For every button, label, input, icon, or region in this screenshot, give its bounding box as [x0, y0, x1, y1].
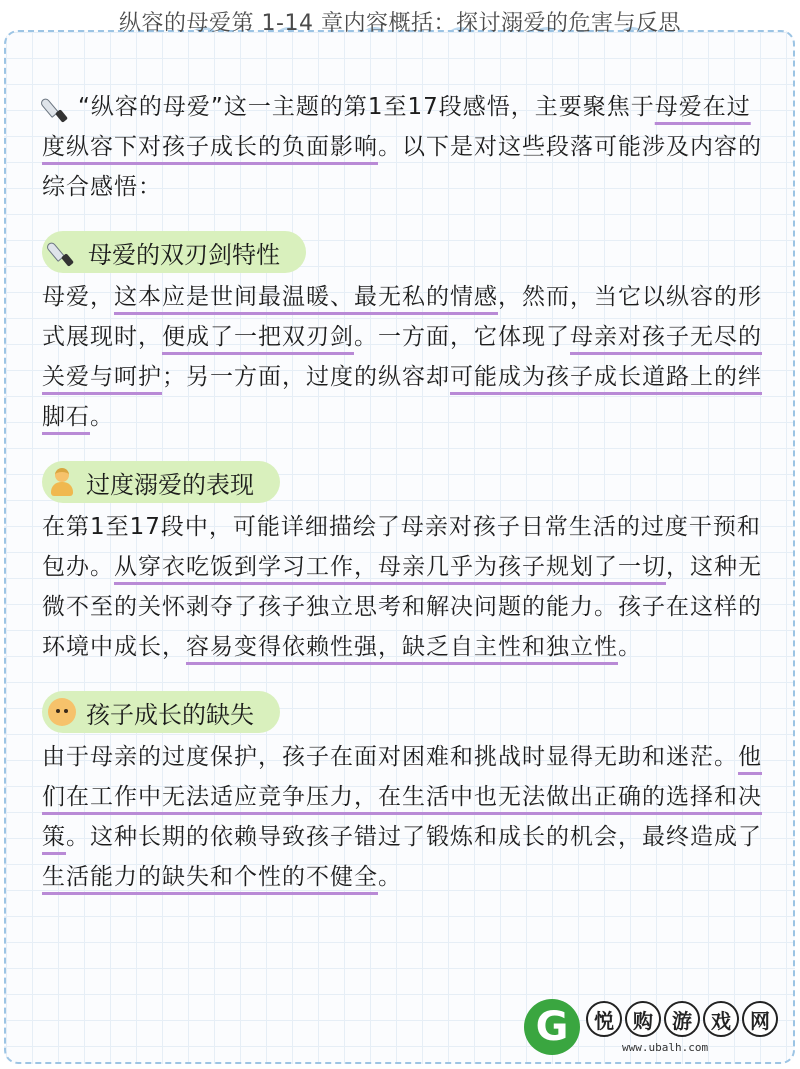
- section-paragraph: [42, 277, 762, 437]
- section-heading-text: 过度溺爱的表现: [86, 470, 254, 499]
- baby-face-icon: [48, 698, 76, 726]
- site-logo[interactable]: [524, 993, 784, 1063]
- underlined-segment: 容易变得依赖性强，缺乏自主性和独立性: [186, 634, 618, 660]
- knife-icon: [48, 237, 78, 267]
- underlined-segment: 这本应是世间最温暖、最无私的情感: [114, 284, 498, 310]
- text-segment: 母爱，: [42, 284, 114, 310]
- logo-char: 购: [625, 1001, 661, 1037]
- underlined-segment: 便成了一把双刃剑: [162, 324, 354, 350]
- section-heading-text: 母爱的双刃剑特性: [88, 240, 280, 269]
- logo-mark-icon: [524, 999, 580, 1055]
- underlined-segment: 母爱在过度纵容下对孩子成长的负面影响: [42, 94, 751, 160]
- underlined-segment: 他们在工作中无法适应竞争压力，在生活中也无法做出正确的选择和决策: [42, 744, 762, 850]
- text-segment: ，这种无微不至的关怀剥夺了孩子独立思考和解决问题的能力。孩子在这样的环境中成长，: [42, 554, 762, 660]
- intro-text: [42, 94, 762, 200]
- text-segment: 。一方面，它体现了: [354, 324, 570, 350]
- underlined-segment: 从穿衣吃饭到学习工作，母亲几乎为孩子规划了一切: [114, 554, 666, 580]
- text-segment: ；另一方面，过度的纵容却: [162, 364, 450, 390]
- section-paragraph: [42, 507, 762, 667]
- text-segment: 由于母亲的过度保护，孩子在面对困难和挑战时显得无助和迷茫。: [42, 744, 738, 770]
- section-heading-growth-deficit: [42, 691, 280, 733]
- page-title: 纵容的母爱第 1-14 章内容概括：探讨溺爱的危害与反思: [119, 11, 681, 36]
- section-paragraph: [42, 737, 762, 897]
- text-segment: 。: [90, 404, 114, 430]
- underlined-segment: 生活能力的缺失和个性的不健全: [42, 864, 378, 890]
- section-heading-overindulgence: [42, 461, 280, 503]
- underlined-segment: 可能成为孩子成长道路上的绊脚石: [42, 364, 762, 430]
- note-card: [4, 30, 795, 1064]
- logo-url: www.ubalh.com: [622, 1041, 709, 1054]
- text-segment: 。这种长期的依赖导致孩子错过了锻炼和成长的机会，最终造成了: [66, 824, 762, 850]
- text-segment: 。以下是对这些段落可能涉及内容的综合感悟：: [42, 134, 762, 200]
- text-segment: 在第1至17段中，可能详细描绘了母亲对孩子日常生活的过度干预和包办。: [42, 514, 761, 580]
- logo-mark-text: G: [535, 1004, 569, 1050]
- logo-char: 网: [742, 1001, 778, 1037]
- text-segment: “纵容的母爱”这一主题的第1至17段感悟，主要聚焦于: [78, 94, 655, 120]
- person-icon: [48, 468, 76, 496]
- logo-char: 悦: [586, 1001, 622, 1037]
- logo-char: 戏: [703, 1001, 739, 1037]
- note-content: [42, 87, 762, 897]
- logo-wordmark: [586, 1001, 778, 1037]
- section-heading-text: 孩子成长的缺失: [86, 700, 254, 729]
- text-segment: 。: [378, 864, 402, 890]
- text-segment: ，然而，当它以纵容的形式展现时，: [42, 284, 762, 350]
- knife-icon: [42, 93, 72, 123]
- text-segment: 。: [618, 634, 642, 660]
- underlined-segment: 母亲对孩子无尽的关爱与呵护: [42, 324, 762, 390]
- logo-char: 游: [664, 1001, 700, 1037]
- intro-paragraph: [42, 87, 762, 207]
- section-heading-double-edged: [42, 231, 306, 273]
